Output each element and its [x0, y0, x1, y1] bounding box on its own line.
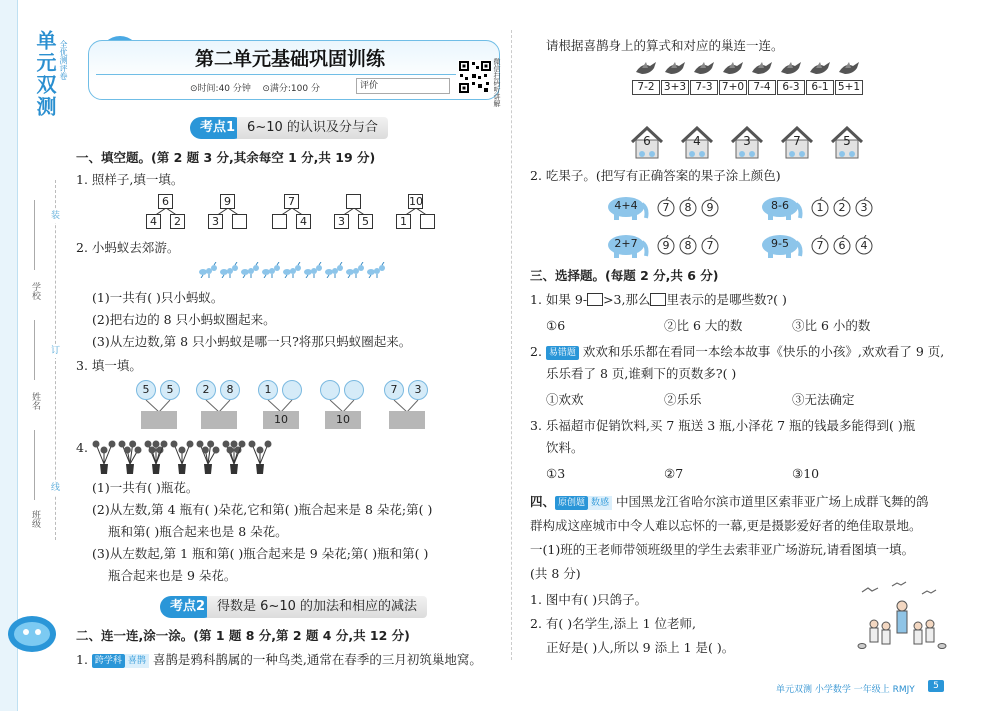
nest-number: 7	[793, 134, 801, 148]
question-2-2: 2. 吃果子。(把写有正确答案的果子涂上颜色)	[530, 168, 781, 183]
number-sense-badge: 数感	[588, 496, 612, 510]
question-4-2b: 正好是( )人,所以 9 添上 1 是( )。	[546, 640, 735, 655]
tree-left-box: 3	[334, 214, 349, 229]
ant-icon[interactable]	[282, 262, 302, 278]
section-tag-1	[190, 117, 388, 139]
part4-intro-b: 群构成这座城市中令人难以忘怀的一幕,更是摄影爱好者的绝佳取景地。	[530, 518, 922, 533]
apple-icon[interactable]	[678, 197, 698, 217]
nest-number: 4	[693, 134, 701, 148]
bubble-right: 3	[408, 380, 428, 400]
flower-vase-icon	[222, 438, 246, 476]
ant-icon[interactable]	[303, 262, 323, 278]
question-1-2-1: (1)一共有( )只小蚂蚁。	[92, 290, 224, 305]
original-badge: 原创题	[555, 496, 588, 510]
name-label: 姓名	[30, 392, 40, 410]
magpie-icon	[808, 60, 832, 78]
part4-intro-c: 一(1)班的王老师带领班级里的学生去索菲亚广场游玩,请看图填一填。	[530, 542, 915, 557]
bubble-right: 5	[160, 380, 180, 400]
bubble-left[interactable]	[320, 380, 340, 400]
apple-icon[interactable]	[832, 197, 852, 217]
apple-number: 4	[860, 239, 868, 252]
bubble-left: 1	[258, 380, 278, 400]
q3-1-mid: >3,那么	[603, 292, 651, 307]
name-line	[34, 320, 35, 380]
part3-heading: 三、选择题。(每题 2 分,共 6 分)	[530, 268, 719, 283]
apple-number: 6	[838, 239, 846, 252]
tree-top-box: 9	[220, 194, 235, 209]
ant-icon[interactable]	[345, 262, 365, 278]
question-3-2-b: 乐乐看了 8 页,谁剩下的页数多?( )	[546, 366, 737, 381]
apple-icon[interactable]	[854, 235, 874, 255]
question-1-4-3a: (3)从左数起,第 1 瓶和第( )瓶合起来是 9 朵花;第( )瓶和第( )	[92, 546, 429, 561]
question-1-2: 2. 小蚂蚁去郊游。	[76, 240, 180, 255]
magpie-equation[interactable]: 3+3	[661, 80, 689, 95]
magpie-icon	[692, 60, 716, 78]
part4-number: 四、	[530, 494, 556, 509]
question-1-4-1: (1)一共有( )瓶花。	[92, 480, 199, 495]
pigeons-kids-illustration-icon	[852, 580, 952, 656]
ant-icon[interactable]	[219, 262, 239, 278]
apple-number: 1	[816, 201, 824, 214]
question-3-3: 3. 乐福超市促销饮料,买 7 瓶送 3 瓶,小泽花 7 瓶的钱最多能得到( )瓶	[530, 418, 916, 433]
score-box[interactable]: 评价	[356, 78, 450, 94]
part1-heading: 一、填空题。(第 2 题 3 分,其余每空 1 分,共 19 分)	[76, 150, 376, 165]
question-2-1-cont: 请根据喜鹊身上的算式和对应的巢连一连。	[546, 38, 784, 53]
apple-number: 7	[706, 239, 714, 252]
flower-vase-icon	[170, 438, 194, 476]
bubble-left: 7	[384, 380, 404, 400]
part4-intro-d: (共 8 分)	[530, 566, 581, 581]
apple-icon[interactable]	[832, 235, 852, 255]
part4-heading	[530, 494, 929, 510]
header-divider	[96, 74, 456, 75]
option[interactable]: ③比 6 小的数	[792, 318, 871, 333]
column-divider	[511, 30, 512, 660]
tree-top-box[interactable]	[346, 194, 361, 209]
section-tag-label: 考点1	[190, 117, 245, 139]
q3-1-pre: 1. 如果 9-	[530, 292, 588, 307]
option[interactable]: ②比 6 大的数	[664, 318, 743, 333]
class-line	[34, 430, 35, 500]
magpie-icon	[663, 60, 687, 78]
page-number: 5	[928, 680, 944, 692]
option[interactable]: ③10	[792, 466, 820, 481]
magpie-equation[interactable]: 5+1	[835, 80, 863, 95]
number-box[interactable]	[141, 411, 177, 429]
magpie-equation[interactable]: 7-3	[690, 80, 718, 95]
qr-caption: 微信扫码听讲解	[493, 58, 501, 107]
qr-code-icon[interactable]	[458, 60, 492, 94]
school-line	[34, 200, 35, 270]
flower-vase-icon	[118, 438, 142, 476]
magpie-icon	[837, 60, 861, 78]
q3-1-post: 里表示的是哪些数?( )	[666, 292, 787, 307]
magpie-equation[interactable]: 7+0	[719, 80, 747, 95]
school-label: 学校	[30, 282, 40, 300]
magpie-icon	[721, 60, 745, 78]
section-tag-label: 考点2	[160, 596, 215, 618]
question-1-4-2b: 瓶和第( )瓶合起来也是 8 朵花。	[108, 524, 288, 539]
elephant-equation: 4+4	[614, 199, 638, 212]
elephant-equation: 9-5	[771, 237, 789, 250]
question-3-3-b: 饮料。	[546, 440, 584, 455]
tree-left-box[interactable]	[272, 214, 287, 229]
class-label: 班级	[30, 510, 40, 528]
ant-icon[interactable]	[240, 262, 260, 278]
ant-icon[interactable]	[324, 262, 344, 278]
full-score: ⊙满分:100 分	[262, 84, 320, 94]
question-2-1: 1. 跨学科 喜鹊 喜鹊是鸦科鹊属的一种鸟类,通常在春季的三月初筑巢地窝。	[76, 652, 482, 667]
apple-number: 9	[662, 239, 670, 252]
question-1-2-2: (2)把右边的 8 只小蚂蚁圈起来。	[92, 312, 276, 327]
apple-icon[interactable]	[700, 235, 720, 255]
tree-left-box: 1	[396, 214, 411, 229]
number-box: 10	[325, 411, 361, 429]
brand-subtitle: 全优测评卷	[59, 40, 68, 80]
binding-mark: 订	[50, 346, 60, 356]
ant-icon[interactable]	[261, 262, 281, 278]
error-prone-badge: 易错题	[546, 346, 579, 360]
binding-bar	[0, 0, 18, 711]
question-3-1	[530, 292, 787, 308]
apple-icon[interactable]	[810, 197, 830, 217]
magpie-equation[interactable]: 6-3	[777, 80, 805, 95]
ant-icon[interactable]	[366, 262, 386, 278]
apple-icon[interactable]	[854, 197, 874, 217]
question-1-4: 4.	[76, 440, 88, 455]
exam-meta	[190, 81, 320, 94]
section-tag-text: 得数是 6~10 的加法和相应的减法	[207, 596, 427, 618]
option[interactable]: ②乐乐	[664, 392, 702, 407]
number-box[interactable]	[389, 411, 425, 429]
topic-badge: 喜鹊	[125, 654, 149, 668]
page-title: 第二单元基础巩固训练	[194, 48, 385, 70]
bubble-left: 2	[196, 380, 216, 400]
apple-number: 2	[838, 201, 846, 214]
flower-vase-icon	[196, 438, 220, 476]
mascot-logo-icon	[4, 610, 60, 656]
tree-top-box: 7	[284, 194, 299, 209]
binding-strip	[0, 0, 82, 711]
tree-right-box: 5	[358, 214, 373, 229]
section-tag-2	[160, 596, 427, 618]
magpie-equation[interactable]: 7-2	[632, 80, 660, 95]
tree-top-box: 6	[158, 194, 173, 209]
bubble-left: 5	[136, 380, 156, 400]
apple-icon[interactable]	[810, 235, 830, 255]
option[interactable]: ②7	[664, 466, 684, 481]
option[interactable]: ①3	[546, 466, 566, 481]
nest-number: 6	[643, 134, 651, 148]
apple-number: 8	[684, 201, 692, 214]
question-2-1-text: 喜鹊是鸦科鹊属的一种鸟类,通常在春季的三月初筑巢地窝。	[152, 652, 482, 667]
question-1-1: 1. 照样子,填一填。	[76, 172, 184, 187]
binding-mark: 线	[50, 483, 60, 493]
apple-number: 3	[860, 201, 868, 214]
apple-icon[interactable]	[656, 235, 676, 255]
bubble-right: 8	[220, 380, 240, 400]
flower-vase-icon	[92, 438, 116, 476]
blank-square	[650, 293, 666, 306]
tree-left-box: 4	[146, 214, 161, 229]
nest-number: 3	[743, 134, 751, 148]
apple-number: 7	[816, 239, 824, 252]
option[interactable]: ③无法确定	[792, 392, 855, 407]
magpie-equation[interactable]: 7-4	[748, 80, 776, 95]
magpie-icon	[779, 60, 803, 78]
nest-number: 5	[843, 134, 851, 148]
time-limit: ⊙时间:40 分钟	[190, 84, 251, 94]
tree-left-box: 3	[208, 214, 223, 229]
apple-number: 8	[684, 239, 692, 252]
option[interactable]: ①6	[546, 318, 566, 333]
elephant-equation: 8-6	[771, 199, 789, 212]
tree-right-box: 2	[170, 214, 185, 229]
elephant-equation: 2+7	[614, 237, 638, 250]
magpie-equation[interactable]: 6-1	[806, 80, 834, 95]
question-1-3: 3. 填一填。	[76, 358, 142, 373]
question-1-4-3b: 瓶合起来也是 9 朵花。	[108, 568, 237, 583]
tree-right-box[interactable]	[420, 214, 435, 229]
tree-right-box[interactable]	[232, 214, 247, 229]
bubble-right[interactable]	[344, 380, 364, 400]
magpie-icon	[634, 60, 658, 78]
tree-right-box: 4	[296, 214, 311, 229]
section-tag-text: 6~10 的认识及分与合	[237, 117, 388, 139]
flower-vase-icon	[144, 438, 168, 476]
tree-top-box: 10	[409, 195, 423, 208]
question-1-4-2a: (2)从左数,第 4 瓶有( )朵花,它和第( )瓶合起来是 8 朵花;第( )	[92, 502, 433, 517]
question-3-2: 2. 易错题 欢欢和乐乐都在看同一本绘本故事《快乐的小孩》,欢欢看了 9 页,	[530, 344, 945, 359]
question-3-2-text: 欢欢和乐乐都在看同一本绘本故事《快乐的小孩》,欢欢看了 9 页,	[582, 344, 945, 359]
question-4-2: 2. 有( )名学生,添上 1 位老师,	[530, 616, 696, 631]
part2-heading: 二、连一连,涂一涂。(第 1 题 8 分,第 2 题 4 分,共 12 分)	[76, 628, 410, 643]
ant-icon[interactable]	[198, 262, 218, 278]
apple-number: 9	[706, 201, 714, 214]
binding-mark: 装	[50, 211, 60, 221]
brand-logo-text: 单元双测	[33, 30, 57, 118]
apple-icon[interactable]	[656, 197, 676, 217]
part4-intro-a: 中国黑龙江省哈尔滨市道里区索菲亚广场上成群飞舞的鸽	[616, 494, 929, 509]
apple-number: 7	[662, 201, 670, 214]
flower-vase-icon	[248, 438, 272, 476]
apple-icon[interactable]	[678, 235, 698, 255]
bubble-right[interactable]	[282, 380, 302, 400]
cross-subject-badge: 跨学科	[92, 654, 125, 668]
magpie-icon	[750, 60, 774, 78]
footer-text: 单元双测 小学数学 一年级上 RMJY	[776, 685, 915, 695]
question-1-2-3: (3)从左边数,第 8 只小蚂蚁是哪一只?将那只蚂蚁圈起来。	[92, 334, 412, 349]
option[interactable]: ①欢欢	[546, 392, 584, 407]
question-4-1: 1. 图中有( )只鸽子。	[530, 592, 648, 607]
number-box[interactable]	[201, 411, 237, 429]
apple-icon[interactable]	[700, 197, 720, 217]
blank-square	[587, 293, 603, 306]
number-box: 10	[263, 411, 299, 429]
